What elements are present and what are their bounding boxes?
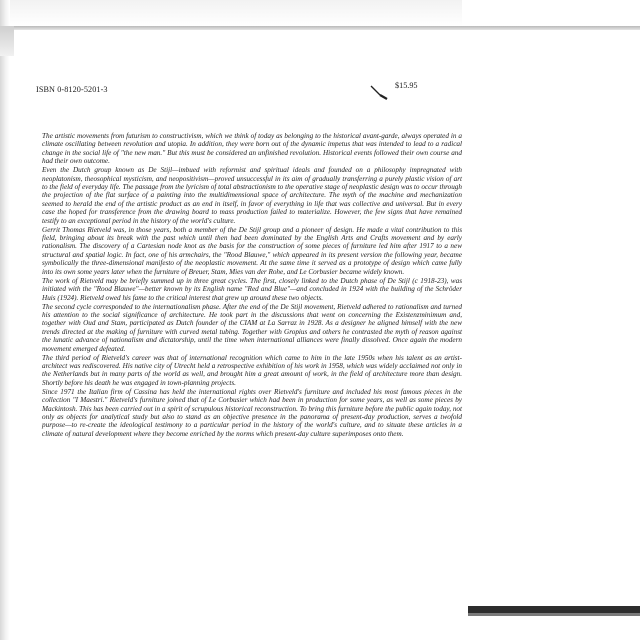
paragraph-intro: The artistic movements from futurism to constructivism, which we think of today as belonging to the historical avant-garde, always operated in a climate oscillating between revolution and utopia. In addition, they were born out of the dynamic impetus that was intended to lead to a radical change in the social life of "the new man." But this must be considered an unfinished revolution. Historical events followed their own course and had their own outcome. <box>42 132 462 166</box>
back-cover-text <box>42 132 462 439</box>
bottom-edge-strip <box>468 606 640 613</box>
page-left-shadow <box>0 0 10 640</box>
paragraph-second-cycle: The second cycle corresponded to the internationalism phase. After the end of the De Stijl movement, Rietveld adhered to rationalism and turned his attention to the social significance of architecture. He took part in the discussions that went on concerning the Existenzminimum and, together with Oud and Stam, participated as Dutch founder of the CIAM at La Sarraz in 1928. As a designer he aligned himself with the new trends directed at the making of furniture with curved metal tubing. Together with Gropius and others he contrasted the myth of reason against the lunatic advance of nationalism and dictatorship, until the time when international alliances were finally dissolved. Once again the modern movement emerged defeated. <box>42 302 462 353</box>
page-corner-shade <box>0 26 14 56</box>
price-sticker-mark-icon <box>368 82 390 102</box>
page-top-shadow <box>0 0 462 26</box>
isbn-number: ISBN 0-8120-5201-3 <box>36 85 108 94</box>
bottom-edge-shadow <box>468 613 640 616</box>
page-top-edge <box>0 26 640 30</box>
price-label: $15.95 <box>395 81 418 90</box>
paragraph-cassina: Since 1971 the Italian firm of Cassina has held the international rights over Rietveld's furniture and included his most famous pieces in the collection "I Maestri." Rietveld's furniture joined that of Le Corbusier which had been in production for some years, as well as some pieces by Mackintosh. This has been carried out in a spirit of scrupulous historical reconstruction. To bring this furniture before the public again today, not only as objects for analytical study but also to stand as an objective presence in the panorama of present-day production, serves a twofold purpose—to re-create the ideological testimony to a particular period in the history of the world's culture, and to situate these articles in a climate of natural development where they become enriched by the norms which present-day culture superimposes onto them. <box>42 387 462 438</box>
paragraph-three-cycles: The work of Rietveld may be briefly summed up in three great cycles. The first, closely linked to the Dutch phase of De Stijl (c 1918-23), was initiated with the "Rood Blauwe"—better known by its English name "Red and Blue"—and concluded in 1924 with the building of the Schröder Huis (1924). Rietveld owed his fame to the critical interest that grew up around these two objects. <box>42 276 462 302</box>
paragraph-rietveld: Gerrit Thomas Rietveld was, in those years, both a member of the De Stijl group and a pioneer of design. He made a vital contribution to this field, bringing about its break with the past which until then had been dominated by the English Arts and Crafts movement and by early rationalism. The discovery of a Cartesian node knot as the basis for the construction of some pieces of furniture led him after 1917 to a new structural and spatial logic. In fact, one of his armchairs, the "Rood Blauwe," which appeared in its present version the following year, became symbolically the three-dimensional manifesto of the neoplastic movement. At the same time it served as a prototype of design which came fully into its own some years later when the furniture of Breuer, Stam, Mies van der Rohe, and Le Corbusier became widely known. <box>42 225 462 276</box>
paragraph-third-period: The third period of Rietveld's career was that of international recognition which came to him in the late 1950s when his talent as an artist-architect was rediscovered. His native city of Utrecht held a retrospective exhibition of his work in 1958, which was widely acclaimed not only in the Netherlands but in many parts of the world as well, and brought him a great amount of work, in the field of architecture more than design. Shortly before his death he was engaged in town-planning projects. <box>42 353 462 387</box>
paragraph-de-stijl: Even the Dutch group known as De Stijl—imbued with reformist and spiritual ideals and founded on a philosophy impregnated with neoplatonism, theosophical mysticism, and neopositivism—proved unsuccessful in its aim of gradually transferring a purely plastic vision of art to the field of everyday life. The passage from the lyricism of total abstractionism to the operative stage of neoplastic design was to occur through the projection of the flat surface of a painting into the multidimensional space of architecture. The myth of the machine and mechanization seemed to herald the end of the artistic product as an end in itself, in favor of everything in life that was collective and universal. But in every case the hoped for transference from the drawing board to mass production failed to materialize. However, the few signs that have remained testify to an exceptional period in the history of the world's culture. <box>42 166 462 225</box>
